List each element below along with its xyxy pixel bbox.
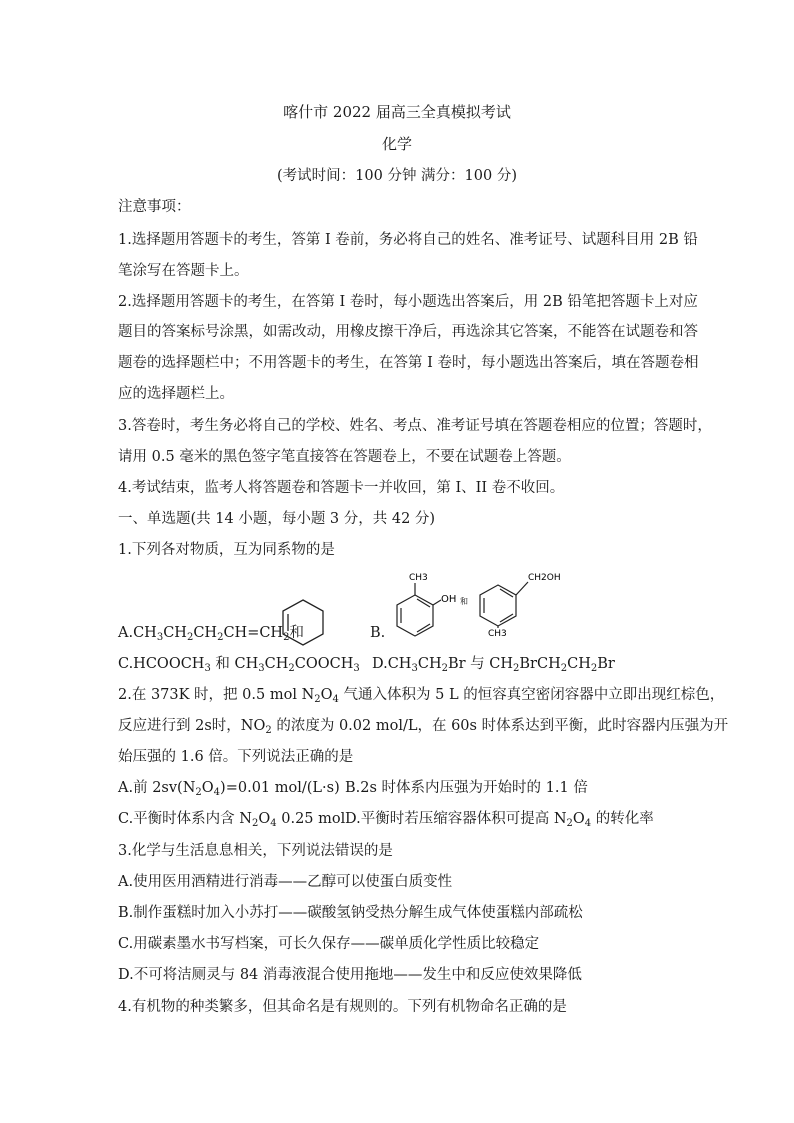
q3-option-c: C.用碳素墨水书写档案，可长久保存——碳单质化学性质比较稳定 xyxy=(118,936,540,952)
q2-option-b: B.2s 时体系内压强为开始时的 1.1 倍 xyxy=(345,780,588,796)
note-4: 4.考试结束，监考人将答题卷和答题卡一并收回，第 I、II 卷不收回。 xyxy=(118,480,565,496)
note-1-line-2: 笔涂写在答题卡上。 xyxy=(118,263,249,279)
methyl-label-2: CH3 xyxy=(488,629,507,639)
q3-option-b: B.制作蛋糕时加入小苏打——碳酸氢钠受热分解生成气体使蛋糕内部疏松 xyxy=(118,905,583,921)
methyl-label-1: CH3 xyxy=(409,573,428,583)
q3-option-a: A.使用医用酒精进行消毒——乙醇可以使蛋白质变性 xyxy=(118,874,453,890)
section-1-heading: 一、单选题(共 14 小题，每小题 3 分，共 42 分) xyxy=(118,511,436,527)
q1-option-d: $D.CH_3CH_2Br$ 与 $CH_2BrCH_2CH_2Br$ xyxy=(372,656,615,674)
note-3-line-1: 3.答卷时，考生务必将自己的学校、姓名、考点、准考证号填在答题卷相应的位置；答题时， xyxy=(118,418,712,434)
hydroxymethyl-label: CH2OH xyxy=(528,573,561,583)
note-2-line-2: 题目的答案标号涂黑，如需改动，用橡皮擦干净后，再选涂其它答案，不能答在试题卷和答 xyxy=(118,324,698,340)
q1-option-b-structures xyxy=(388,566,578,642)
hydroxyl-label: OH xyxy=(441,594,457,605)
cyclohexene-structure xyxy=(278,596,328,652)
q1-option-c: $C.HCOOCH_3$ 和 $CH_3CH_2COOCH_3$ xyxy=(118,656,360,674)
subject-title: 化学 xyxy=(381,135,412,153)
exam-info: (考试时间：100 分钟 满分：100 分) xyxy=(277,168,517,184)
q3-option-d: D.不可将洁厕灵与 84 消毒液混合使用拖地——发生中和反应使效果降低 xyxy=(118,967,582,983)
q1-option-a: $A.CH_3CH_2CH_2CH=CH_2$和 xyxy=(118,625,304,643)
q2-option-c: C.平衡时体系内含 $N_2O_4$ 0.25 mol xyxy=(118,811,346,829)
q4-stem: 4.有机物的种类繁多，但其命名是有规则的。下列有机物命名正确的是 xyxy=(118,999,567,1015)
notes-heading: 注意事项： xyxy=(118,199,191,215)
q2-line-3: 始压强的 1.6 倍。下列说法正确的是 xyxy=(118,749,354,765)
note-1-line-1: 1.选择题用答题卡的考生，答第 I 卷前，务必将自己的姓名、准考证号、试题科目用 2B 铅 xyxy=(118,232,698,248)
note-2-line-4: 应的选择题栏上。 xyxy=(118,386,234,402)
q2-line-2: 反应进行到 2s时，$NO_2$ 的浓度为 0.02 mol/L，在 60s 时体系达到平衡，此时容器内压强为开 xyxy=(118,718,729,736)
q1-option-b-label: B. xyxy=(370,625,386,641)
q3-stem: 3.化学与生活息息相关，下列说法错误的是 xyxy=(118,843,393,859)
note-3-line-2: 请用 0.5 毫米的黑色签字笔直接答在答题卷上，不要在试题卷上答题。 xyxy=(118,449,571,465)
exam-title: 喀什市 2022 届高三全真模拟考试 xyxy=(283,103,511,121)
q2-option-d: D.平衡时若压缩容器体积可提高 $N_2O_4$ 的转化率 xyxy=(345,811,654,829)
note-2-line-3: 题卷的选择题栏中；不用答题卡的考生，在答第 I 卷时，每小题选出答案后，填在答题卷相 xyxy=(118,355,699,371)
and-label: 和 xyxy=(460,597,468,606)
q2-option-a: A.前 $2sv(N_2O_4)=0.01$ mol/(L·s) xyxy=(118,780,340,798)
note-2-line-1: 2.选择题用答题卡的考生，在答第 I 卷时，每小题选出答案后，用 2B 铅笔把答题卡上对应 xyxy=(118,294,698,310)
q2-line-1: 2.在 373K 时，把 0.5 mol $N_2O_4$ 气通入体积为 5 L 的恒容真空密闭容器中立即出现红棕色， xyxy=(118,687,725,705)
q1-stem: 1.下列各对物质，互为同系物的是 xyxy=(118,542,335,558)
